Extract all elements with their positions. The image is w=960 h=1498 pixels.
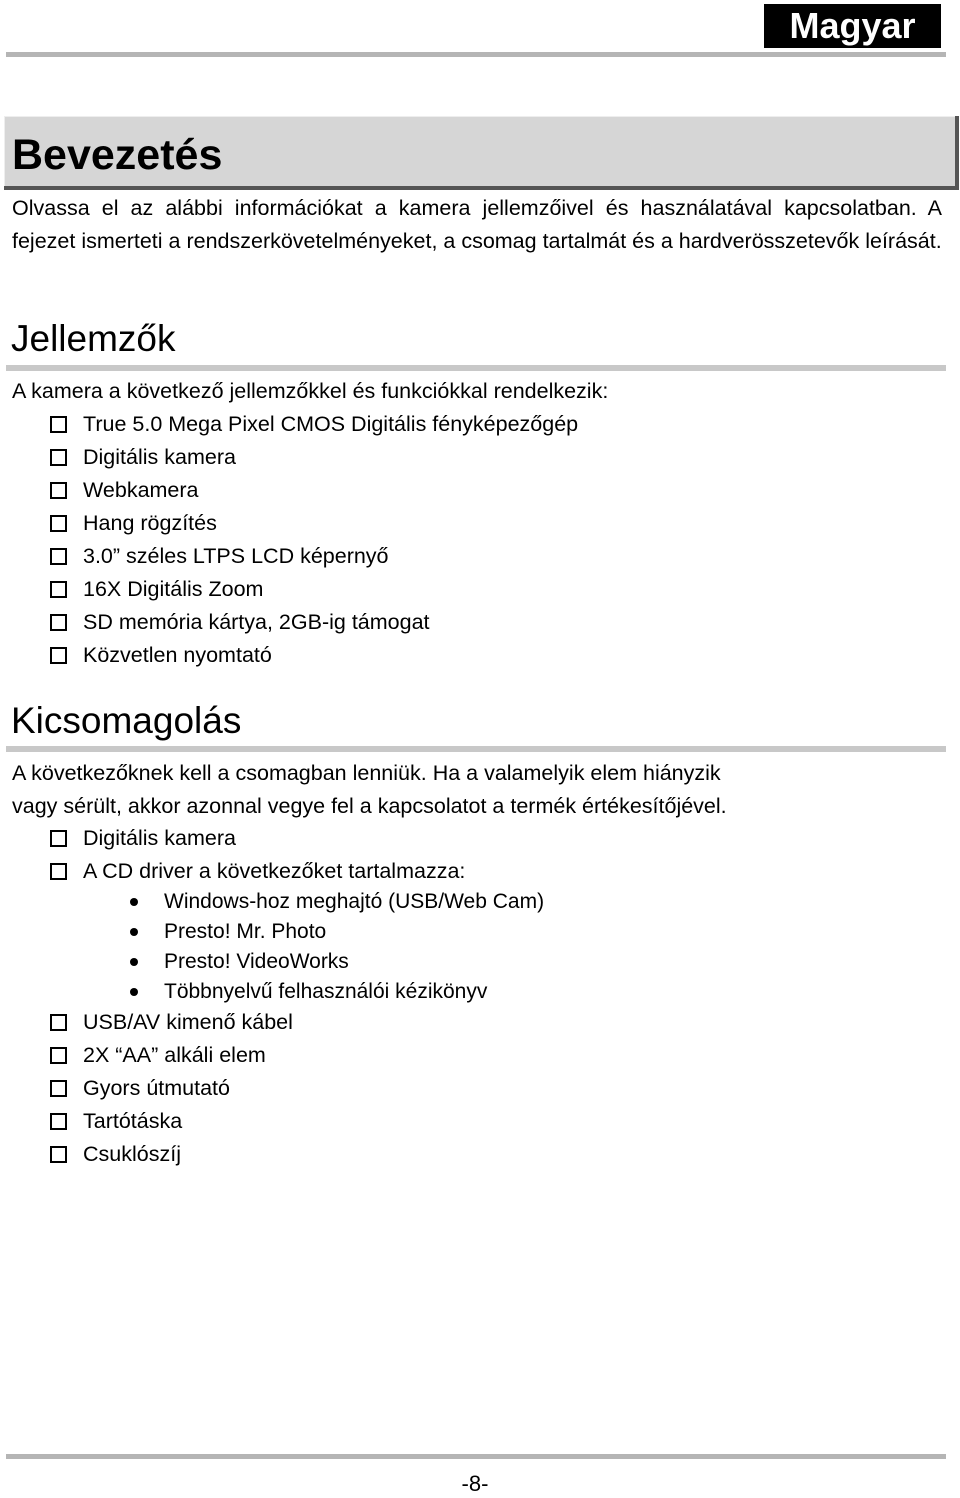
features-lead: A kamera a következő jellemzőkkel és funkciókkal rendelkezik: [12,379,609,403]
package-title: Kicsomagolás [11,700,242,741]
checkbox-square-icon [50,515,67,532]
checkbox-square-icon [50,1080,67,1097]
list-item: A CD driver a következőket tartalmazza: [50,855,465,888]
checkbox-square-icon [50,1146,67,1163]
list-item: Többnyelvű felhasználói kézikönyv [130,977,544,1007]
package-intro-line-2: vagy sérült, akkor azonnal vegye fel a kapcsolatot a termék értékesítőjével. [12,794,727,818]
checkbox-square-icon [50,1047,67,1064]
package-list-a [50,822,465,888]
package-intro-line-1: A következőknek kell a csomagban lenniük. Ha a valamelyik elem hiányzik [12,761,721,785]
list-item: Presto! VideoWorks [130,947,544,977]
checkbox-square-icon [50,449,67,466]
list-item: Digitális kamera [50,822,465,855]
bullet-icon [130,928,138,936]
checkbox-square-icon [50,1113,67,1130]
list-item: True 5.0 Mega Pixel CMOS Digitális fényképezőgép [50,408,578,441]
language-badge: Magyar [764,4,941,48]
package-list-b [50,1006,293,1171]
list-item: Közvetlen nyomtató [50,639,578,672]
cd-contents-list [130,887,544,1007]
features-title: Jellemzők [11,318,176,359]
checkbox-square-icon [50,548,67,565]
list-item: Gyors útmutató [50,1072,293,1105]
list-item: Webkamera [50,474,578,507]
package-divider [6,746,946,752]
checkbox-square-icon [50,647,67,664]
list-item: 16X Digitális Zoom [50,573,578,606]
list-item: USB/AV kimenő kábel [50,1006,293,1039]
checkbox-square-icon [50,830,67,847]
intro-title: Bevezetés [12,131,223,179]
list-item: Csuklószíj [50,1138,293,1171]
list-item: Windows-hoz meghajtó (USB/Web Cam) [130,887,544,917]
list-item: Digitális kamera [50,441,578,474]
features-list [50,408,578,672]
checkbox-square-icon [50,482,67,499]
list-item: 3.0” széles LTPS LCD képernyő [50,540,578,573]
list-item: SD memória kártya, 2GB-ig támogat [50,606,578,639]
list-item: 2X “AA” alkáli elem [50,1039,293,1072]
bullet-icon [130,988,138,996]
checkbox-square-icon [50,863,67,880]
checkbox-square-icon [50,614,67,631]
checkbox-square-icon [50,416,67,433]
page-number: -8- [461,1471,489,1496]
list-item: Tartótáska [50,1105,293,1138]
footer-divider [6,1454,946,1459]
intro-paragraph: Olvassa el az alábbi információkat a kamera jellemzőivel és használatával kapcsolatban. A fejezet ismerteti a rendszerkövetelményeket, a csomag tartalmát és a hardverösszetevők leírását. [12,196,942,253]
list-item: Presto! Mr. Photo [130,917,544,947]
bullet-icon [130,898,138,906]
bullet-icon [130,958,138,966]
header-divider [6,52,946,57]
list-item: Hang rögzítés [50,507,578,540]
checkbox-square-icon [50,1014,67,1031]
checkbox-square-icon [50,581,67,598]
features-divider [6,365,946,371]
